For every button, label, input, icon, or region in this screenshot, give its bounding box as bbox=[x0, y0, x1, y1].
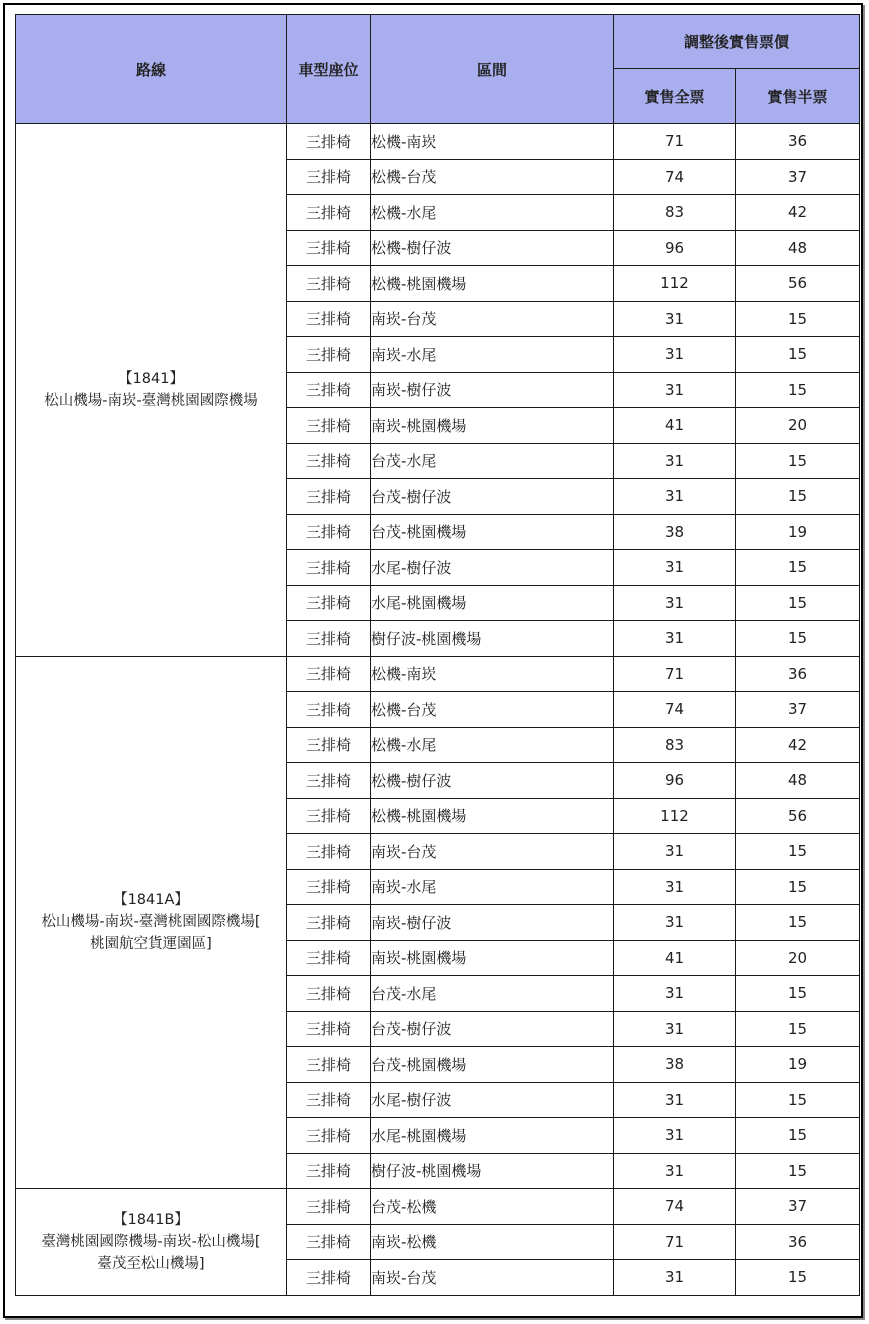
full-fare-cell: 31 bbox=[614, 585, 736, 621]
section-cell: 水尾-樹仔波 bbox=[371, 1082, 614, 1118]
section-cell: 南崁-松機 bbox=[371, 1224, 614, 1260]
route-name-line: 松山機場-南崁-臺灣桃園國際機場 bbox=[44, 392, 258, 409]
full-fare-cell: 31 bbox=[614, 1118, 736, 1154]
half-fare-cell: 15 bbox=[736, 1153, 860, 1189]
table-row bbox=[16, 124, 860, 160]
section-cell: 南崁-台茂 bbox=[371, 834, 614, 870]
half-fare-cell: 48 bbox=[736, 763, 860, 799]
section-cell: 台茂-桃園機場 bbox=[371, 514, 614, 550]
section-cell: 松機-南崁 bbox=[371, 124, 614, 160]
section-cell: 台茂-桃園機場 bbox=[371, 1047, 614, 1083]
seat-type-cell: 三排椅 bbox=[287, 1082, 371, 1118]
full-fare-cell: 71 bbox=[614, 1224, 736, 1260]
full-fare-column-header: 實售全票 bbox=[614, 69, 736, 124]
seat-column-header: 車型座位 bbox=[287, 15, 371, 124]
half-fare-cell: 15 bbox=[736, 301, 860, 337]
section-cell: 松機-水尾 bbox=[371, 195, 614, 231]
seat-type-cell: 三排椅 bbox=[287, 301, 371, 337]
seat-type-cell: 三排椅 bbox=[287, 372, 371, 408]
route-code: 【1841A】 bbox=[113, 892, 189, 909]
half-fare-cell: 15 bbox=[736, 976, 860, 1012]
half-fare-cell: 15 bbox=[736, 550, 860, 586]
section-cell: 松機-台茂 bbox=[371, 692, 614, 728]
half-fare-cell: 15 bbox=[736, 1118, 860, 1154]
seat-type-cell: 三排椅 bbox=[287, 798, 371, 834]
half-fare-cell: 37 bbox=[736, 692, 860, 728]
full-fare-cell: 96 bbox=[614, 230, 736, 266]
section-cell: 水尾-樹仔波 bbox=[371, 550, 614, 586]
seat-type-cell: 三排椅 bbox=[287, 479, 371, 515]
full-fare-cell: 38 bbox=[614, 1047, 736, 1083]
full-fare-cell: 74 bbox=[614, 692, 736, 728]
full-fare-cell: 41 bbox=[614, 408, 736, 444]
full-fare-cell: 74 bbox=[614, 1189, 736, 1225]
half-fare-cell: 15 bbox=[736, 834, 860, 870]
section-cell: 南崁-水尾 bbox=[371, 337, 614, 373]
section-cell: 松機-桃園機場 bbox=[371, 266, 614, 302]
section-cell: 水尾-桃園機場 bbox=[371, 1118, 614, 1154]
seat-type-cell: 三排椅 bbox=[287, 124, 371, 160]
half-fare-cell: 20 bbox=[736, 940, 860, 976]
seat-type-cell: 三排椅 bbox=[287, 1224, 371, 1260]
full-fare-cell: 31 bbox=[614, 372, 736, 408]
fare-table-header bbox=[16, 15, 860, 124]
seat-type-cell: 三排椅 bbox=[287, 692, 371, 728]
half-fare-cell: 19 bbox=[736, 514, 860, 550]
seat-type-cell: 三排椅 bbox=[287, 1189, 371, 1225]
seat-type-cell: 三排椅 bbox=[287, 408, 371, 444]
seat-type-cell: 三排椅 bbox=[287, 1047, 371, 1083]
section-cell: 松機-水尾 bbox=[371, 727, 614, 763]
full-fare-cell: 31 bbox=[614, 976, 736, 1012]
half-fare-cell: 15 bbox=[736, 443, 860, 479]
seat-type-cell: 三排椅 bbox=[287, 159, 371, 195]
section-cell: 松機-桃園機場 bbox=[371, 798, 614, 834]
adjusted-price-header: 調整後實售票價 bbox=[614, 15, 860, 69]
route-name-line: 臺茂至松山機場] bbox=[97, 1255, 205, 1272]
route-name-line: 桃園航空貨運園區] bbox=[90, 936, 212, 953]
full-fare-cell: 41 bbox=[614, 940, 736, 976]
full-fare-cell: 112 bbox=[614, 266, 736, 302]
fare-table-body bbox=[16, 124, 860, 1296]
seat-type-cell: 三排椅 bbox=[287, 834, 371, 870]
half-fare-cell: 15 bbox=[736, 337, 860, 373]
full-fare-cell: 31 bbox=[614, 443, 736, 479]
full-fare-cell: 31 bbox=[614, 301, 736, 337]
half-fare-cell: 15 bbox=[736, 905, 860, 941]
seat-type-cell: 三排椅 bbox=[287, 1153, 371, 1189]
seat-type-cell: 三排椅 bbox=[287, 1260, 371, 1296]
route-cell bbox=[16, 656, 287, 1189]
full-fare-cell: 31 bbox=[614, 1082, 736, 1118]
full-fare-cell: 38 bbox=[614, 514, 736, 550]
half-fare-cell: 19 bbox=[736, 1047, 860, 1083]
half-fare-cell: 15 bbox=[736, 585, 860, 621]
half-fare-cell: 15 bbox=[736, 869, 860, 905]
half-fare-cell: 15 bbox=[736, 1260, 860, 1296]
half-fare-cell: 15 bbox=[736, 372, 860, 408]
section-cell: 台茂-松機 bbox=[371, 1189, 614, 1225]
seat-type-cell: 三排椅 bbox=[287, 727, 371, 763]
section-cell: 台茂-樹仔波 bbox=[371, 479, 614, 515]
seat-type-cell: 三排椅 bbox=[287, 763, 371, 799]
full-fare-cell: 96 bbox=[614, 763, 736, 799]
seat-type-cell: 三排椅 bbox=[287, 195, 371, 231]
table-row bbox=[16, 1189, 860, 1225]
section-cell: 台茂-水尾 bbox=[371, 443, 614, 479]
section-cell: 南崁-樹仔波 bbox=[371, 372, 614, 408]
seat-type-cell: 三排椅 bbox=[287, 1118, 371, 1154]
seat-type-cell: 三排椅 bbox=[287, 621, 371, 657]
section-cell: 松機-樹仔波 bbox=[371, 763, 614, 799]
route-code: 【1841B】 bbox=[113, 1211, 189, 1228]
seat-type-cell: 三排椅 bbox=[287, 443, 371, 479]
half-fare-cell: 36 bbox=[736, 1224, 860, 1260]
section-cell: 樹仔波-桃園機場 bbox=[371, 1153, 614, 1189]
seat-type-cell: 三排椅 bbox=[287, 976, 371, 1012]
full-fare-cell: 83 bbox=[614, 195, 736, 231]
half-fare-cell: 15 bbox=[736, 1011, 860, 1047]
section-cell: 南崁-樹仔波 bbox=[371, 905, 614, 941]
full-fare-cell: 31 bbox=[614, 869, 736, 905]
half-fare-cell: 37 bbox=[736, 159, 860, 195]
half-fare-cell: 15 bbox=[736, 621, 860, 657]
half-fare-cell: 15 bbox=[736, 1082, 860, 1118]
seat-type-cell: 三排椅 bbox=[287, 266, 371, 302]
half-fare-column-header: 實售半票 bbox=[736, 69, 860, 124]
section-cell: 南崁-台茂 bbox=[371, 301, 614, 337]
full-fare-cell: 31 bbox=[614, 1260, 736, 1296]
half-fare-cell: 36 bbox=[736, 124, 860, 160]
section-cell: 水尾-桃園機場 bbox=[371, 585, 614, 621]
full-fare-cell: 71 bbox=[614, 656, 736, 692]
section-cell: 南崁-桃園機場 bbox=[371, 408, 614, 444]
seat-type-cell: 三排椅 bbox=[287, 940, 371, 976]
section-cell: 南崁-水尾 bbox=[371, 869, 614, 905]
half-fare-cell: 42 bbox=[736, 727, 860, 763]
half-fare-cell: 48 bbox=[736, 230, 860, 266]
seat-type-cell: 三排椅 bbox=[287, 337, 371, 373]
half-fare-cell: 15 bbox=[736, 479, 860, 515]
seat-type-cell: 三排椅 bbox=[287, 585, 371, 621]
half-fare-cell: 37 bbox=[736, 1189, 860, 1225]
seat-type-cell: 三排椅 bbox=[287, 1011, 371, 1047]
full-fare-cell: 31 bbox=[614, 1011, 736, 1047]
full-fare-cell: 31 bbox=[614, 337, 736, 373]
full-fare-cell: 83 bbox=[614, 727, 736, 763]
section-cell: 松機-樹仔波 bbox=[371, 230, 614, 266]
route-cell bbox=[16, 124, 287, 657]
section-cell: 台茂-水尾 bbox=[371, 976, 614, 1012]
route-name-line: 臺灣桃園國際機場-南崁-松山機場[ bbox=[41, 1233, 261, 1250]
half-fare-cell: 56 bbox=[736, 798, 860, 834]
half-fare-cell: 20 bbox=[736, 408, 860, 444]
full-fare-cell: 31 bbox=[614, 550, 736, 586]
section-cell: 樹仔波-桃園機場 bbox=[371, 621, 614, 657]
route-column-header: 路線 bbox=[16, 15, 287, 124]
seat-type-cell: 三排椅 bbox=[287, 656, 371, 692]
full-fare-cell: 71 bbox=[614, 124, 736, 160]
table-row bbox=[16, 656, 860, 692]
half-fare-cell: 42 bbox=[736, 195, 860, 231]
route-name-line: 松山機場-南崁-臺灣桃園國際機場[ bbox=[41, 914, 261, 931]
fare-table bbox=[15, 14, 860, 1296]
section-cell: 台茂-樹仔波 bbox=[371, 1011, 614, 1047]
section-cell: 南崁-桃園機場 bbox=[371, 940, 614, 976]
full-fare-cell: 74 bbox=[614, 159, 736, 195]
seat-type-cell: 三排椅 bbox=[287, 230, 371, 266]
full-fare-cell: 31 bbox=[614, 479, 736, 515]
full-fare-cell: 31 bbox=[614, 834, 736, 870]
seat-type-cell: 三排椅 bbox=[287, 869, 371, 905]
seat-type-cell: 三排椅 bbox=[287, 905, 371, 941]
full-fare-cell: 112 bbox=[614, 798, 736, 834]
full-fare-cell: 31 bbox=[614, 905, 736, 941]
seat-type-cell: 三排椅 bbox=[287, 514, 371, 550]
section-cell: 松機-南崁 bbox=[371, 656, 614, 692]
route-cell bbox=[16, 1189, 287, 1296]
section-column-header: 區間 bbox=[371, 15, 614, 124]
seat-type-cell: 三排椅 bbox=[287, 550, 371, 586]
route-code: 【1841】 bbox=[118, 370, 184, 387]
half-fare-cell: 56 bbox=[736, 266, 860, 302]
section-cell: 南崁-台茂 bbox=[371, 1260, 614, 1296]
half-fare-cell: 36 bbox=[736, 656, 860, 692]
section-cell: 松機-台茂 bbox=[371, 159, 614, 195]
full-fare-cell: 31 bbox=[614, 1153, 736, 1189]
full-fare-cell: 31 bbox=[614, 621, 736, 657]
